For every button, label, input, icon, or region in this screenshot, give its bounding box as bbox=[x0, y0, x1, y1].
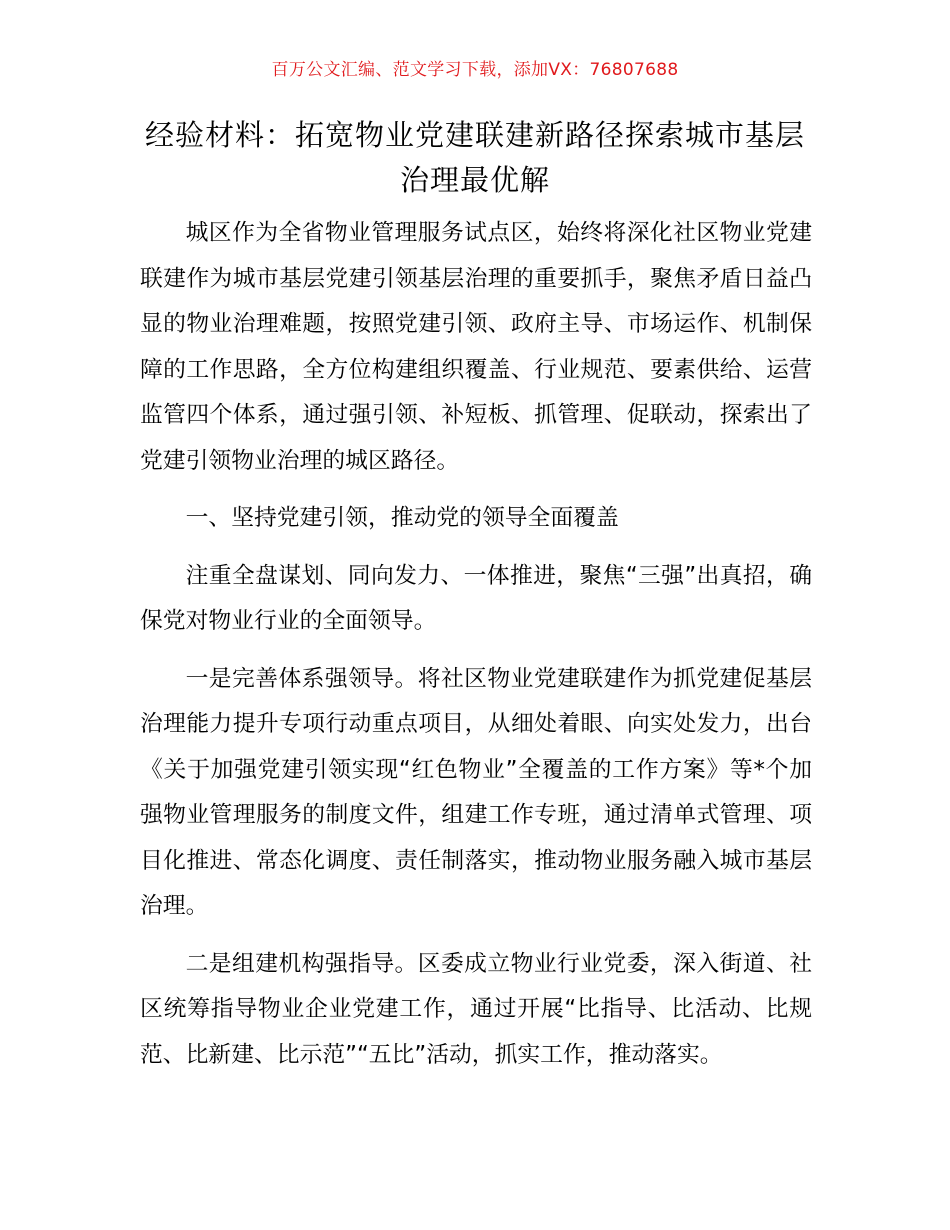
paragraph-section-1-summary: 注重全盘谋划、同向发力、一体推进，聚焦“三强”出真招，确保党对物业行业的全面领导。 bbox=[140, 562, 812, 634]
section-heading-1: 一、坚持党建引领，推动党的领导全面覆盖 bbox=[185, 505, 619, 531]
document-body bbox=[140, 211, 812, 1090]
paragraph-point-2: 二是组建机构强指导。区委成立物业行业党委，深入街道、社区统筹指导物业企业党建工作，通过开展“比指导、比活动、比规范、比新建、比示范”“五比”活动，抓实工作，推动落实。 bbox=[140, 950, 812, 1068]
paragraph-point-1: 一是完善体系强领导。将社区物业党建联建作为抓党建促基层治理能力提升专项行动重点项目，从细处着眼、向实处发力，出台《关于加强党建引领实现“红色物业”全覆盖的工作方案》等*个加强物业管理服务的制度文件，组建工作专班，通过清单式管理、项目化推进、常态化调度、责任制落实，推动物业服务融入城市基层治理。 bbox=[140, 665, 812, 919]
header-note: 百万公文汇编、范文学习下载，添加VX：76807688 bbox=[271, 60, 679, 80]
paragraph-intro: 城区作为全省物业管理服务试点区，始终将深化社区物业党建联建作为城市基层党建引领基层治理的重要抓手，聚焦矛盾日益凸显的物业治理难题，按照党建引领、政府主导、市场运作、机制保障的工作思路，全方位构建组织覆盖、行业规范、要素供给、运营监管四个体系，通过强引领、补短板、抓管理、促联动，探索出了党建引领物业治理的城区路径。 bbox=[140, 220, 812, 474]
document-title: 经验材料：拓宽物业党建联建新路径探索城市基层治理最优解 bbox=[144, 118, 805, 197]
